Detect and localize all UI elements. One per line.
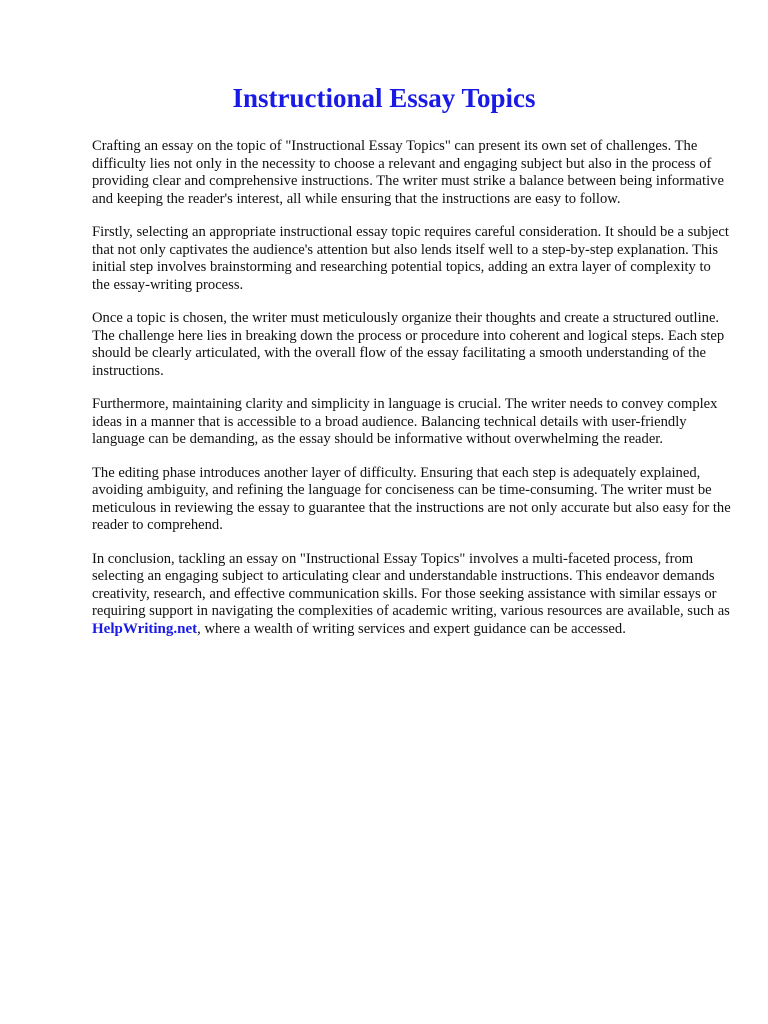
document-title: Instructional Essay Topics (232, 83, 536, 113)
paragraph-editing: The editing phase introduces another layer of difficulty. Ensuring that each step is adequately explained, avoiding ambiguity, and refining the language for conciseness can be time-consuming. The writer must be meticulous in reviewing the essay to guarantee that the instructions are not only accurate but also easy for the reader to comprehend. (92, 464, 731, 533)
paragraph-clarity: Furthermore, maintaining clarity and simplicity in language is crucial. The writer needs to convey complex ideas in a manner that is accessible to a broad audience. Balancing technical details with user-friendly language can be demanding, as the essay should be informative without overwhelming the reader. (92, 396, 718, 447)
paragraph-outline: Once a topic is chosen, the writer must meticulously organize their thoughts and create a structured outline. The challenge here lies in breaking down the process or procedure into coherent and logical steps. Each step should be clearly articulated, with the overall flow of the essay facilitating a smooth understanding of the instructions. (92, 310, 725, 379)
paragraph-topic-selection: Firstly, selecting an appropriate instructional essay topic requires careful consideration. It should be a subject that not only captivates the audience's attention but also lends itself well to a step-by-step explanation. This initial step involves brainstorming and researching potential topics, adding an extra layer of complexity to the essay-writing process. (92, 224, 729, 293)
conclusion-text-after-link: , where a wealth of writing services and expert guidance can be accessed. (197, 620, 626, 637)
helpwriting-link[interactable]: HelpWriting.net (92, 620, 198, 637)
paragraph-conclusion (92, 551, 732, 639)
paragraph-intro: Crafting an essay on the topic of "Instructional Essay Topics" can present its own set of challenges. The difficulty lies not only in the necessity to choose a relevant and engaging subject but also in the process of providing clear and comprehensive instructions. The writer must strike a balance between being informative and keeping the reader's interest, all while ensuring that the instructions are easy to follow. (92, 138, 724, 207)
conclusion-text-before-link: In conclusion, tackling an essay on "Instructional Essay Topics" involves a multi-faceted process, from selecting an engaging subject to articulating clear and understandable instructions. This endeavor demands creativity, research, and effective communication skills. For those seeking assistance with similar essays or requiring support in navigating the complexities of academic writing, various resources are available, such as (92, 550, 730, 619)
